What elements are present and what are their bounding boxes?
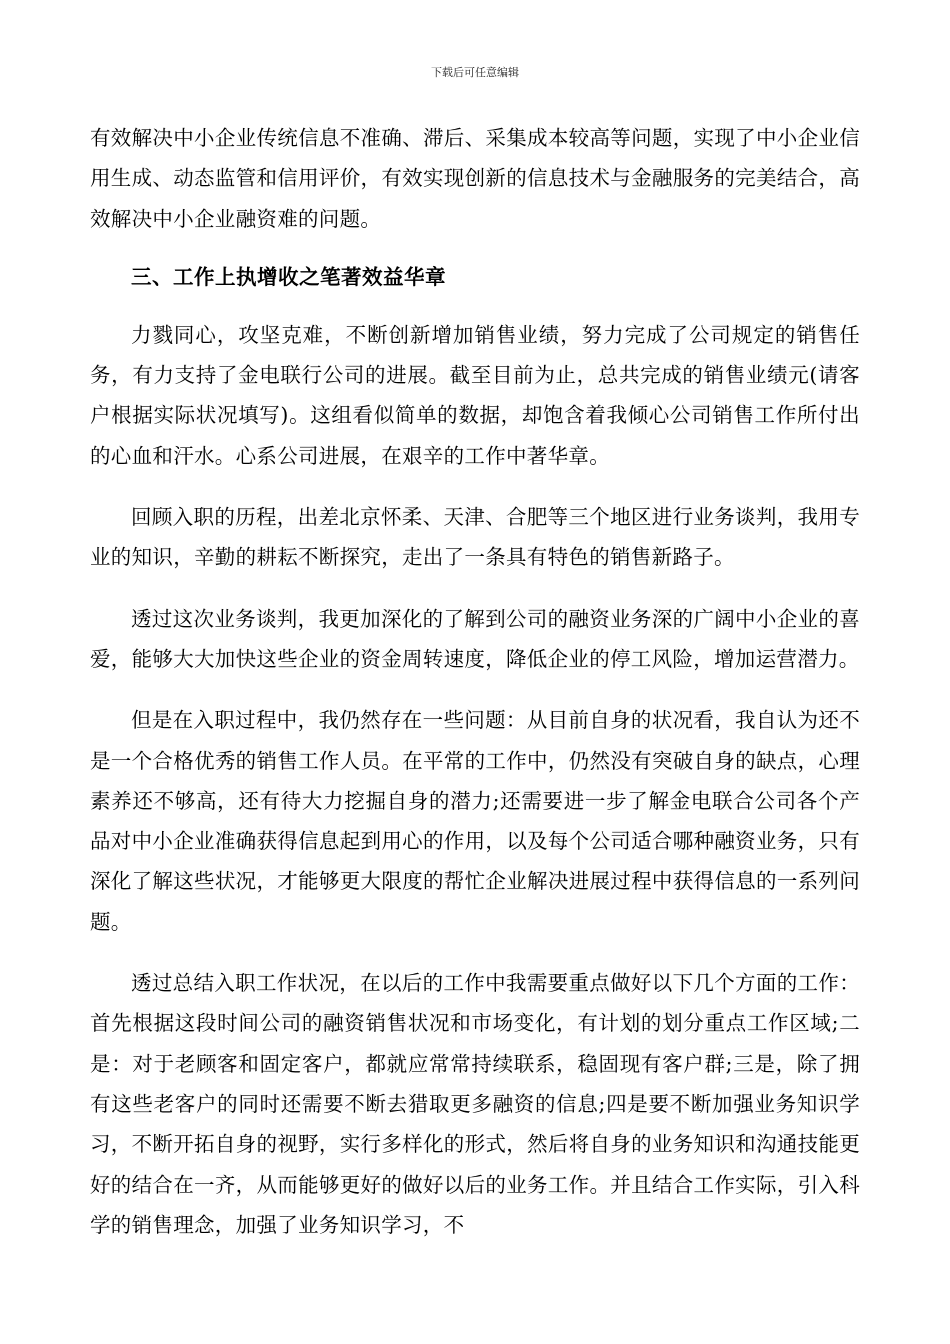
- paragraph-future-plans: 透过总结入职工作状况，在以后的工作中我需要重点做好以下几个方面的工作：首先根据这段时间公司的融资销售状况和市场变化，有计划的划分重点工作区域;二是：对于老顾客和固定客户，都就应常常持续联系，稳固现有客户群;三是，除了拥有这些老客户的同时还需要不断去猎取更多融资的信息;四是要不断加强业务知识学习，不断开拓自身的视野，实行多样化的形式，然后将自身的业务知识和沟通技能更好的结合在一齐，从而能够更好的做好以后的业务工作。并且结合工作实际，引入科学的销售理念，加强了业务知识学习，不: [90, 971, 860, 1237]
- paragraph-sales-performance: 力戮同心，攻坚克难，不断创新增加销售业绩，努力完成了公司规定的销售任务，有力支持了金电联行公司的进展。截至目前为止，总共完成的销售业绩元(请客户根据实际状况填写)。这组看似简单的数据，却饱含着我倾心公司销售工作所付出的心血和汗水。心系公司进展，在艰辛的工作中著华章。: [90, 322, 860, 468]
- paragraph-business-trips: 回顾入职的历程，出差北京怀柔、天津、合肥等三个地区进行业务谈判，我用专业的知识，辛勤的耕耘不断探究，走出了一条具有特色的销售新路子。: [90, 505, 860, 570]
- paragraph-continued: 有效解决中小企业传统信息不准确、滞后、采集成本较高等问题，实现了中小企业信用生成、动态监管和信用评价，有效实现创新的信息技术与金融服务的完美结合，高效解决中小企业融资难的问题。: [90, 126, 860, 231]
- section-heading: 三、工作上执增收之笔著效益华章: [131, 264, 446, 289]
- paragraph-negotiation-insight: 透过这次业务谈判，我更加深化的了解到公司的融资业务深的广阔中小企业的喜爱，能够大大加快这些企业的资金周转速度，降低企业的停工风险，增加运营潜力。: [90, 606, 860, 671]
- paragraph-problems: 但是在入职过程中，我仍然存在一些问题：从目前自身的状况看，我自认为还不是一个合格优秀的销售工作人员。在平常的工作中，仍然没有突破自身的缺点，心理素养还不够高，还有待大力挖掘自身的潜力;还需要进一步了解金电联合公司各个产品对中小企业准确获得信息起到用心的作用，以及每个公司适合哪种融资业务，只有深化了解这些状况，才能够更大限度的帮忙企业解决进展过程中获得信息的一系列问题。: [90, 708, 860, 934]
- page-header: 下载后可任意编辑: [431, 66, 519, 79]
- document-body: [90, 118, 860, 1245]
